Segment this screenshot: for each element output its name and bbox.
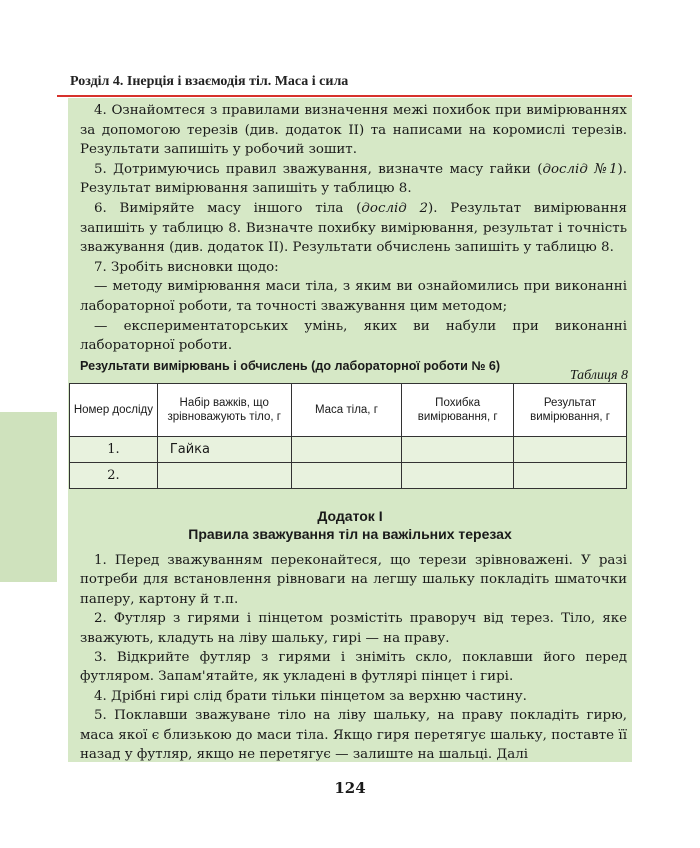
rule-1: 1. Перед зважуванням переконайтеся, що терези зрівноважені. У разі потреби для встановлення рівноваги на легшу шальку покладіть шматочки паперу, картону й т.п. xyxy=(80,553,627,607)
instruction-5-text-b: ). Результат вимірювання запишіть у таблицю 8. xyxy=(80,161,627,197)
conclusion-item-2: — експериментаторських умінь, яких ви набули при виконанні лабораторної роботи. xyxy=(80,318,627,354)
instruction-6-text-b: ). Результат вимірювання запишіть у таблицю 8. Визначте похибку вимірювання, результат і точність зважування (див. додаток II). Результати обчислень запишіть у таблицю 8. xyxy=(80,200,628,256)
conclusion-item-1: — методу вимірювання маси тіла, з яким ви ознайомились при виконанні лабораторної роботи, та точності зважування цим методом; xyxy=(80,279,627,314)
instruction-6-text-a: 6. Виміряйте масу іншого тіла ( xyxy=(94,200,362,216)
instruction-6 xyxy=(80,199,627,258)
instruction-4: 4. Ознайомтеся з правилами визначення межі похибок при вимірюваннях за допомогою терезів (див. додаток II) та написами на коромислі терезів. Результати запишіть у робочий зошит. xyxy=(80,103,627,158)
rule-5: 5. Поклавши зважуване тіло на ліву шальку, на праву покладіть гирю, маса якої є близькою до маси тіла. Якщо гиря перетягує шальку, поставте її назад у футляр, якщо не перетягує — залиште на шальці. Далі xyxy=(80,708,627,763)
row-number: 2. xyxy=(70,463,158,489)
appendix-subtitle: Правила зважування тіл на важільних терезах xyxy=(188,526,512,542)
instruction-5 xyxy=(80,160,627,199)
table-row xyxy=(70,437,627,463)
table-header-row xyxy=(70,384,627,437)
instruction-5-experiment: дослід №1 xyxy=(542,161,618,177)
header-experiment-number: Номер досліду xyxy=(70,384,158,437)
instruction-6-experiment: дослід 2 xyxy=(361,200,429,216)
row-result xyxy=(514,463,627,489)
header-measurement-result: Результат вимірювання, г xyxy=(514,384,627,437)
header-body-mass: Маса тіла, г xyxy=(291,384,402,437)
header-measurement-error: Похибка вимірювання, г xyxy=(402,384,514,437)
row-error xyxy=(402,463,514,489)
row-weight-set xyxy=(157,463,291,489)
rule-2: 2. Футляр з гирями і пінцетом розмістіть праворуч від терез. Тіло, яке зважують, кладуть на ліву шальку, гирі — на праву. xyxy=(80,611,627,646)
row-number: 1. xyxy=(70,437,158,463)
header-divider xyxy=(57,95,632,97)
table-title: Результати вимірювань і обчислень (до лабораторної роботи № 6) xyxy=(80,359,501,373)
chapter-header: Розділ 4. Інерція і взаємодія тіл. Маса і сила xyxy=(70,74,349,89)
row-mass xyxy=(291,463,402,489)
appendix-title: Додаток І xyxy=(317,508,383,524)
results-table xyxy=(69,383,627,489)
appendix-rules xyxy=(80,551,627,764)
row-mass xyxy=(291,437,402,463)
header-weight-set: Набір важків, що зрівноважують тіло, г xyxy=(157,384,291,437)
instruction-5-text-a: 5. Дотримуючись правил зважування, визначте масу гайки ( xyxy=(94,161,543,177)
rule-4: 4. Дрібні гирі слід брати тільки пінцетом за верхню частину. xyxy=(94,688,527,704)
table-row xyxy=(70,463,627,489)
rule-3: 3. Відкрийте футляр з гирями і зніміть скло, поклавши його перед футляром. Запам'ятайте, як укладені в футлярі пінцет і гирі. xyxy=(80,650,627,685)
row-error xyxy=(402,437,514,463)
page-number: 124 xyxy=(334,779,366,797)
instruction-7: 7. Зробіть висновки щодо: xyxy=(94,259,279,275)
row-result xyxy=(514,437,627,463)
row-weight-set: Гайка xyxy=(157,437,291,463)
instructions-block xyxy=(80,101,627,356)
table-label: Таблиця 8 xyxy=(569,368,628,383)
chapter-side-tab xyxy=(0,412,57,582)
